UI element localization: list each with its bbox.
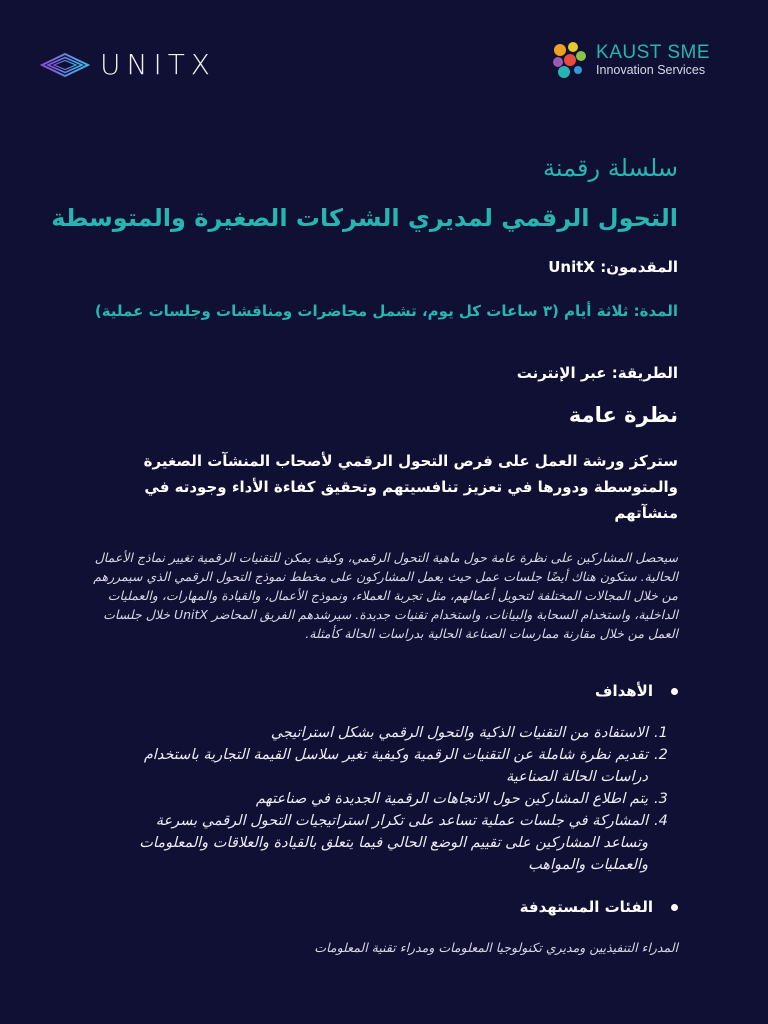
list-item — [118, 810, 678, 876]
list-number: 3. — [654, 791, 668, 807]
header — [0, 0, 768, 120]
target-heading — [520, 898, 678, 916]
bullet-icon — [671, 904, 678, 911]
list-number: 4. — [654, 813, 668, 829]
bullet-icon — [671, 688, 678, 695]
goals-list — [118, 722, 678, 876]
list-item — [118, 788, 678, 810]
target-text: المدراء التنفيذيين ومديري تكنولوجيا المعلومات ومدراء تقنية المعلومات — [314, 940, 678, 955]
list-item-text: يتم اطلاع المشاركين حول الاتجاهات الرقمية الجديدة في صناعتهم — [255, 791, 648, 807]
unitx-logo — [40, 48, 216, 81]
presenter-line: المقدمون: UnitX — [548, 258, 678, 276]
list-item — [118, 722, 678, 744]
overview-heading: نظرة عامة — [568, 403, 678, 427]
duration-line: المدة: ثلاثة أيام (٣ ساعات كل يوم، تشمل محاضرات ومناقشات وجلسات عملية) — [94, 302, 678, 320]
list-item-text: تقديم نظرة شاملة عن التقنيات الرقمية وكيفية تغير سلاسل القيمة التجارية باستخدام دراسات الحالة الصناعية — [143, 747, 648, 785]
list-item-text: المشاركة في جلسات عملية تساعد على تكرار استراتيجيات التحول الرقمي بسرعة وتساعد المشاركين على تقييم الوضع الحالي فيما يتعلق بالقيادة والعلاقات والمعلومات والعمليات والمواهب — [139, 813, 648, 873]
kaust-sme-logo — [550, 40, 710, 80]
list-item-text: الاستفادة من التقنيات الذكية والتحول الرقمي بشكل استراتيجي — [270, 725, 648, 741]
unitx-logo-text: UNITX — [100, 48, 216, 81]
series-title: سلسلة رقمنة — [543, 154, 678, 182]
kaust-subtitle: Innovation Services — [596, 62, 706, 77]
list-number: 2. — [654, 747, 668, 763]
overview-lead: ستركز ورشة العمل على فرص التحول الرقمي لأصحاب المنشآت الصغيرة والمتوسطة ودورها في تعزيز تنافسيتهم وتحقيق كفاءة الأداء وجودته في منشآتهم — [143, 452, 678, 522]
target-heading-text: الفئات المستهدفة — [519, 898, 653, 916]
list-number: 1. — [654, 725, 668, 741]
list-item — [118, 744, 678, 788]
unitx-mark-icon — [40, 51, 90, 79]
kaust-title: KAUST SME — [596, 41, 710, 63]
overview-body: سيحصل المشاركين على نظرة عامة حول ماهية التحول الرقمي، وكيف يمكن للتقنيات الرقمية تغيير نماذج الأعمال الحالية. ستكون هناك أيضًا جلسات عمل حيث يعمل المشاركون على مخطط نموذج التحول الرقمي الذي سيمررهم من خلال المجالات المختلفة لتحويل أعمالهم، مثل تجربة العملاء، ونموذج الأعمال، والقيادة والمهارات، والعمليات الداخلية، واستخدام السحابة والبيانات، واستخدام تقنيات جديدة. سيرشدهم الفريق المحاضر UnitX خلال جلسات العمل من خلال مقارنة ممارسات الصناعة الحالية بدراسات الحالة كأمثلة. — [93, 550, 678, 641]
main-title: التحول الرقمي لمديري الشركات الصغيرة والمتوسطة — [51, 204, 678, 232]
method-line: الطريقة: عبر الإنترنت — [516, 364, 678, 382]
goals-heading-text: الأهداف — [595, 682, 653, 700]
kaust-mark-icon — [550, 40, 588, 80]
goals-heading — [595, 682, 678, 700]
